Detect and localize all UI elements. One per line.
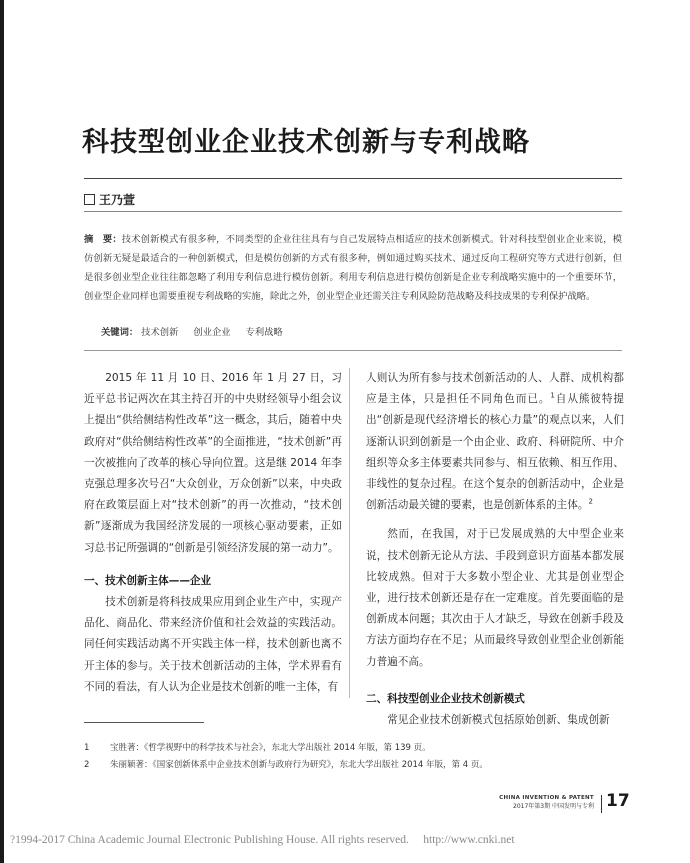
journal-name-en: CHINA INVENTION & PATENT [499, 795, 594, 801]
author-rule [84, 211, 622, 212]
page-number: 17 [606, 791, 630, 811]
journal-info [499, 795, 594, 810]
author-line [84, 191, 135, 208]
left-column [84, 368, 342, 698]
footnote-ref: 1 [550, 391, 555, 400]
article-title: 科技型创业企业技术创新与专利战略 [82, 127, 530, 158]
body-text: 自从熊彼特提出“创新是现代经济增长的核心力量”的观点以来，人们逐渐认识到创新是一个由企业、政府、科研院所、中介组织等众多主体要素共同参与、相互依赖、相互作用、非线性的复杂过程。在这个复杂的创新活动中，企业是创新活动最关键的要素，也是创新体系的主体。 [366, 393, 625, 512]
abstract-label: 摘 要： [84, 234, 122, 245]
footnote-ref: 2 [588, 497, 593, 506]
page-number-bar [601, 795, 602, 813]
copyright-notice: ?1994-2017 China Academic Journal Electronic Publishing House. All rights reserved. http://www.cnki.net [10, 834, 515, 846]
body-paragraph: 技术创新是将科技成果应用到企业生产中，实现产品化、商品化、带来经济价值和社会效益的实践活动。同任何实践活动离不开实践主体一样，技术创新也离不开主体的参与。关于技术创新活动的主体，学术界看有不同的看法，有人认为企业是技术创新的唯一主体，有 [84, 596, 342, 693]
abstract [84, 230, 622, 306]
right-column [366, 368, 624, 731]
footnote [84, 757, 624, 774]
column-divider [349, 368, 350, 698]
body-text: 人则认为所有参与技术创新活动的人、人群、成机构都应是主体，只是担任不同角色而已。 [366, 372, 624, 406]
section-heading: 一、技术创新主体——企业 [84, 574, 212, 587]
author-box-icon [84, 194, 95, 205]
footnote-number: 1 [84, 743, 90, 753]
body-paragraph: 常见企业技术创新模式包括原始创新、集成创新 [387, 714, 610, 727]
abstract-text: 技术创新模式有很多种，不同类型的企业往往具有与自己发展特点相适应的技术创新模式。针对科技型创业企业来说，模仿创新无疑是最适合的一种创新模式，但是模仿创新的方式有很多种，例如通过购买技术、通过反向工程研究等方式进行创新，但是很多创业型企业往往都忽略了利用专利信息进行模仿创新。利用专利信息进行模仿创新是企业专利战略实施中的一个重要环节，创业型企业同样也需要重视专利战略的实施，除此之外，创业型企业还需关注专利风险防范战略及科技成果的专利保护战略。 [84, 234, 622, 302]
keyword-item: 创业企业 [193, 327, 231, 338]
keywords-label: 关键词： [101, 327, 139, 338]
journal-issue-cn: 2017年第3期 中国发明与专利 [513, 803, 594, 810]
footnote [84, 740, 624, 757]
page-left-border [0, 0, 4, 863]
footnote-text: 宝胜著：《哲学视野中的科学技术与社会》，东北大学出版社 2014 年版，第 139 页。 [110, 743, 431, 753]
keywords-rule [84, 350, 622, 351]
footnote-number: 2 [84, 760, 90, 770]
keywords [101, 324, 295, 338]
body-paragraph: 然而，在我国，对于已发展成熟的大中型企业来说，技术创新无论从方法、手段到意识方面基本都发展比较成熟。但对于大多数小型企业、尤其是创业型企业，进行技术创新还是存在一定难度。首先要面临的是创新成本问题；其次由于人才缺乏，导致在创新手段及方法方面均存在不足；从而最终导致创业型企业创新能力普遍不高。 [366, 528, 624, 668]
body-paragraph: 2015 年 11 月 10 日、2016 年 1 月 27 日，习近平总书记两次在其主持召开的中央财经领导小组会议上提出“供给侧结构性改革”这一概念，其后，随着中央政府对“供给侧结构性改革”的全面推进，“技术创新”再一次被推向了改革的核心导向位置。这是继 2014 年李克强总理多次号召“大众创业，万众创新”以来，中央政府在政策层面上对“技术创新”的再一次推动，“技术创新”逐渐成为我国经济发展的一项核心驱动要素，正如习总书记所强调的“创新是引领经济发展的第一动力”。 [84, 372, 342, 554]
section-heading: 二、科技型创业企业技术创新模式 [366, 692, 525, 705]
title-rule [84, 178, 622, 179]
footnote-text: 朱丽颖著：《国家创新体系中企业技术创新与政府行为研究》，东北大学出版社 2014 年版，第 4 页。 [110, 760, 488, 770]
body-paragraph [366, 368, 624, 516]
footnotes [84, 740, 624, 774]
keyword-item: 技术创新 [141, 327, 179, 338]
author-name: 王乃萱 [99, 193, 136, 207]
keyword-item: 专利战略 [245, 327, 283, 338]
footnote-rule [84, 722, 204, 723]
